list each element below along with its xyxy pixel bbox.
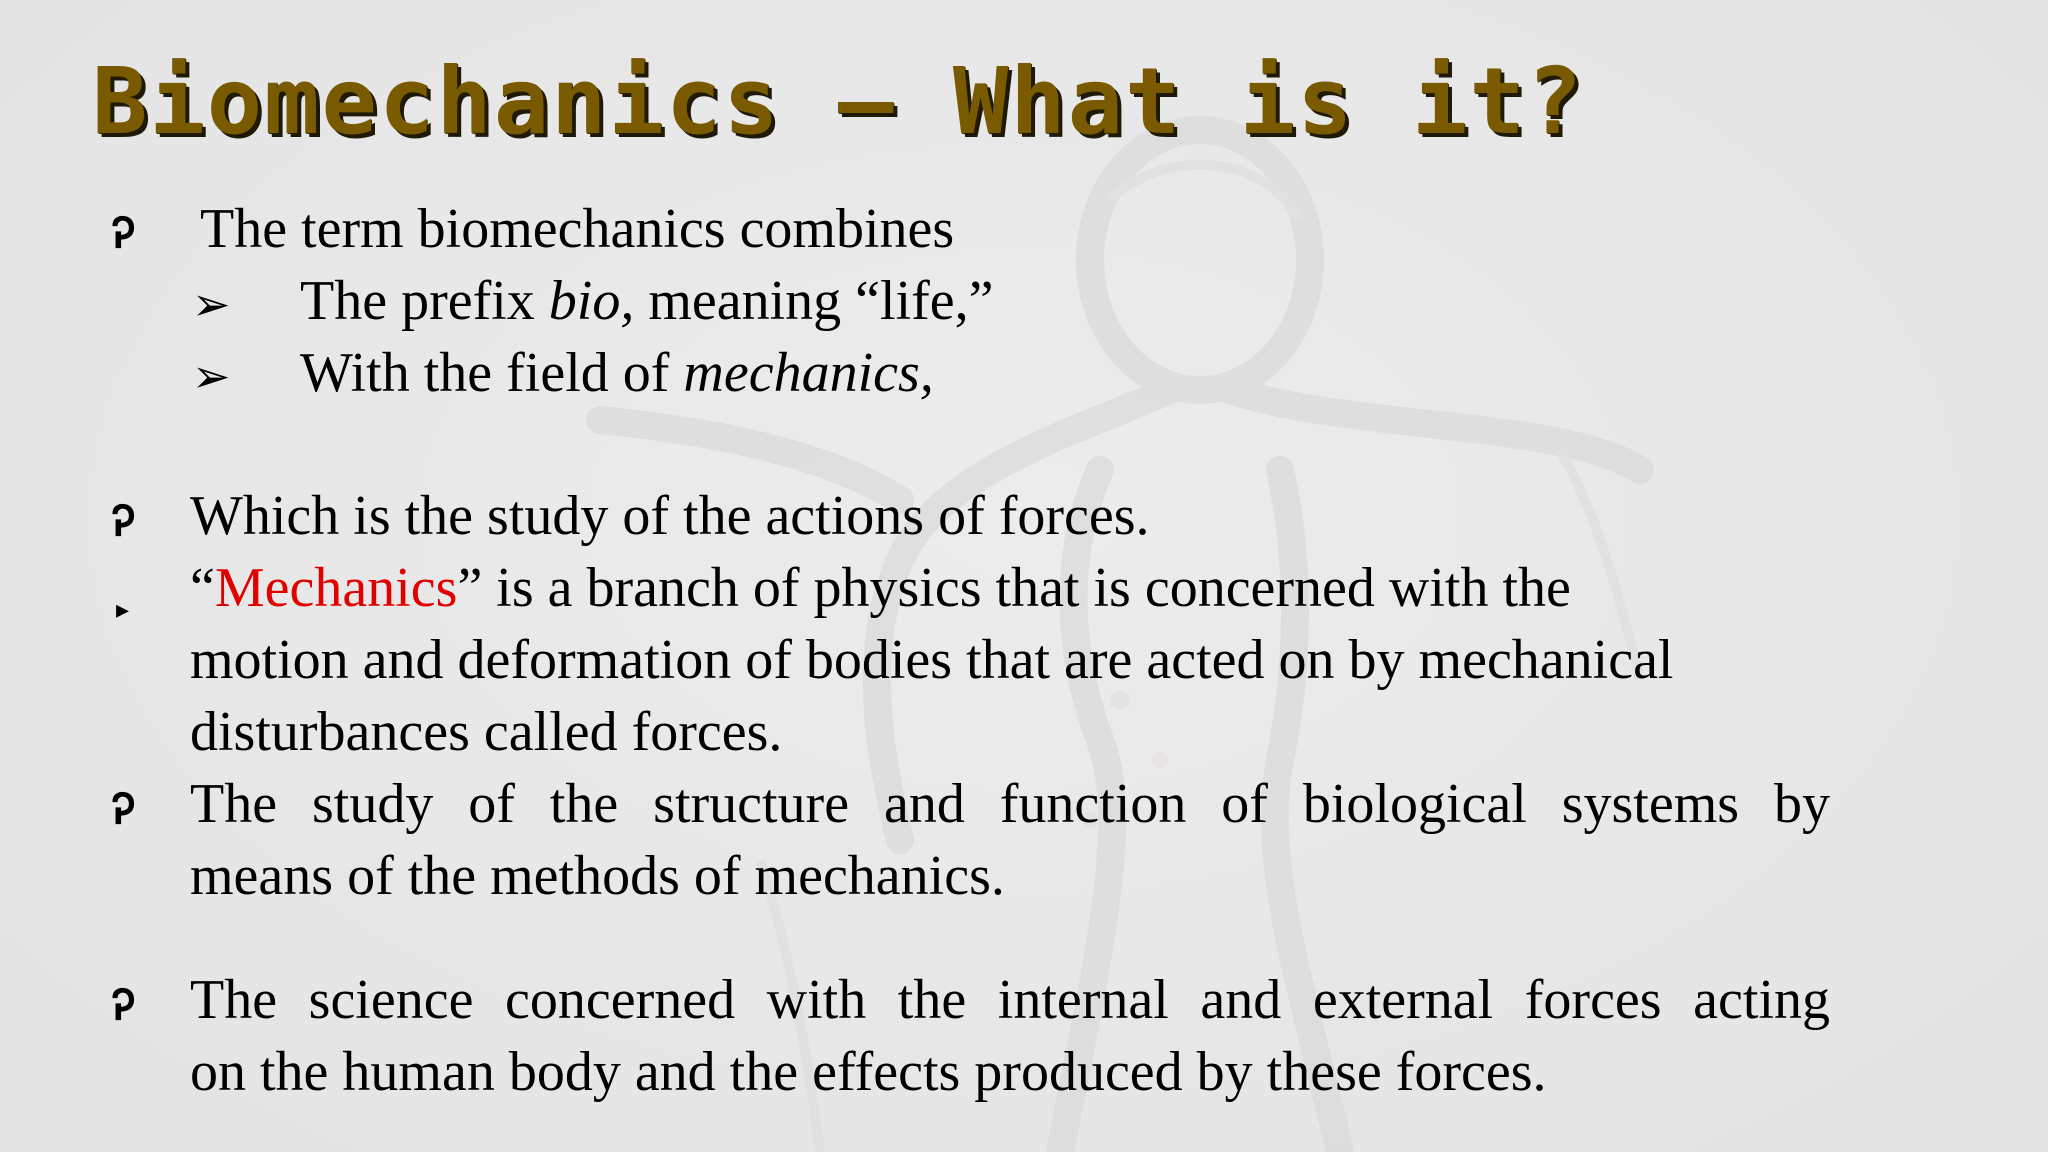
open-quote: “ (190, 557, 215, 619)
bullet-4-line-1: The study of the structure and function of biological systems by (190, 773, 1830, 835)
bullet-3-line-1 (190, 552, 1571, 624)
bullet-1-sub-2 (300, 337, 934, 409)
scroll-bullet-icon: Ꭾ (112, 497, 135, 546)
bullet-2-text: Which is the study of the actions of forces. (190, 485, 1150, 547)
bullet-3-line-2: motion and deformation of bodies that are acted on by mechanical (190, 629, 1674, 691)
sub-1-prefix: The prefix (300, 270, 549, 332)
sub-2-prefix: With the field of (300, 342, 684, 404)
scroll-bullet-icon: Ꭾ (112, 785, 135, 834)
scroll-bullet-icon: Ꭾ (112, 209, 135, 258)
bullet-1-sub-1 (300, 265, 994, 337)
triangle-bullet-icon: ▸ (116, 595, 130, 625)
arrow-bullet-icon: ➢ (192, 277, 231, 331)
sub-1-suffix: meaning “life,” (634, 270, 994, 332)
slide-title: Biomechanics – What is it? (92, 48, 1585, 155)
bullet-3-line-3: disturbances called forces. (190, 701, 783, 763)
sub-1-emphasis: bio, (548, 270, 635, 332)
bullet-5-line-1: The science concerned with the internal and external forces acting (190, 969, 1830, 1031)
mechanics-highlight: Mechanics (214, 557, 458, 619)
scroll-bullet-icon: Ꭾ (112, 981, 135, 1030)
sub-2-emphasis: mechanics, (683, 342, 934, 404)
bullet-5-line-2: on the human body and the effects produced by these forces. (190, 1041, 1547, 1103)
arrow-bullet-icon: ➢ (192, 349, 231, 403)
bullet-4-line-2: means of the methods of mechanics. (190, 845, 1005, 907)
bullet-1-text: The term biomechanics combines (200, 198, 955, 260)
bullet-3-rest: ” is a branch of physics that is concerned with the (457, 557, 1571, 619)
